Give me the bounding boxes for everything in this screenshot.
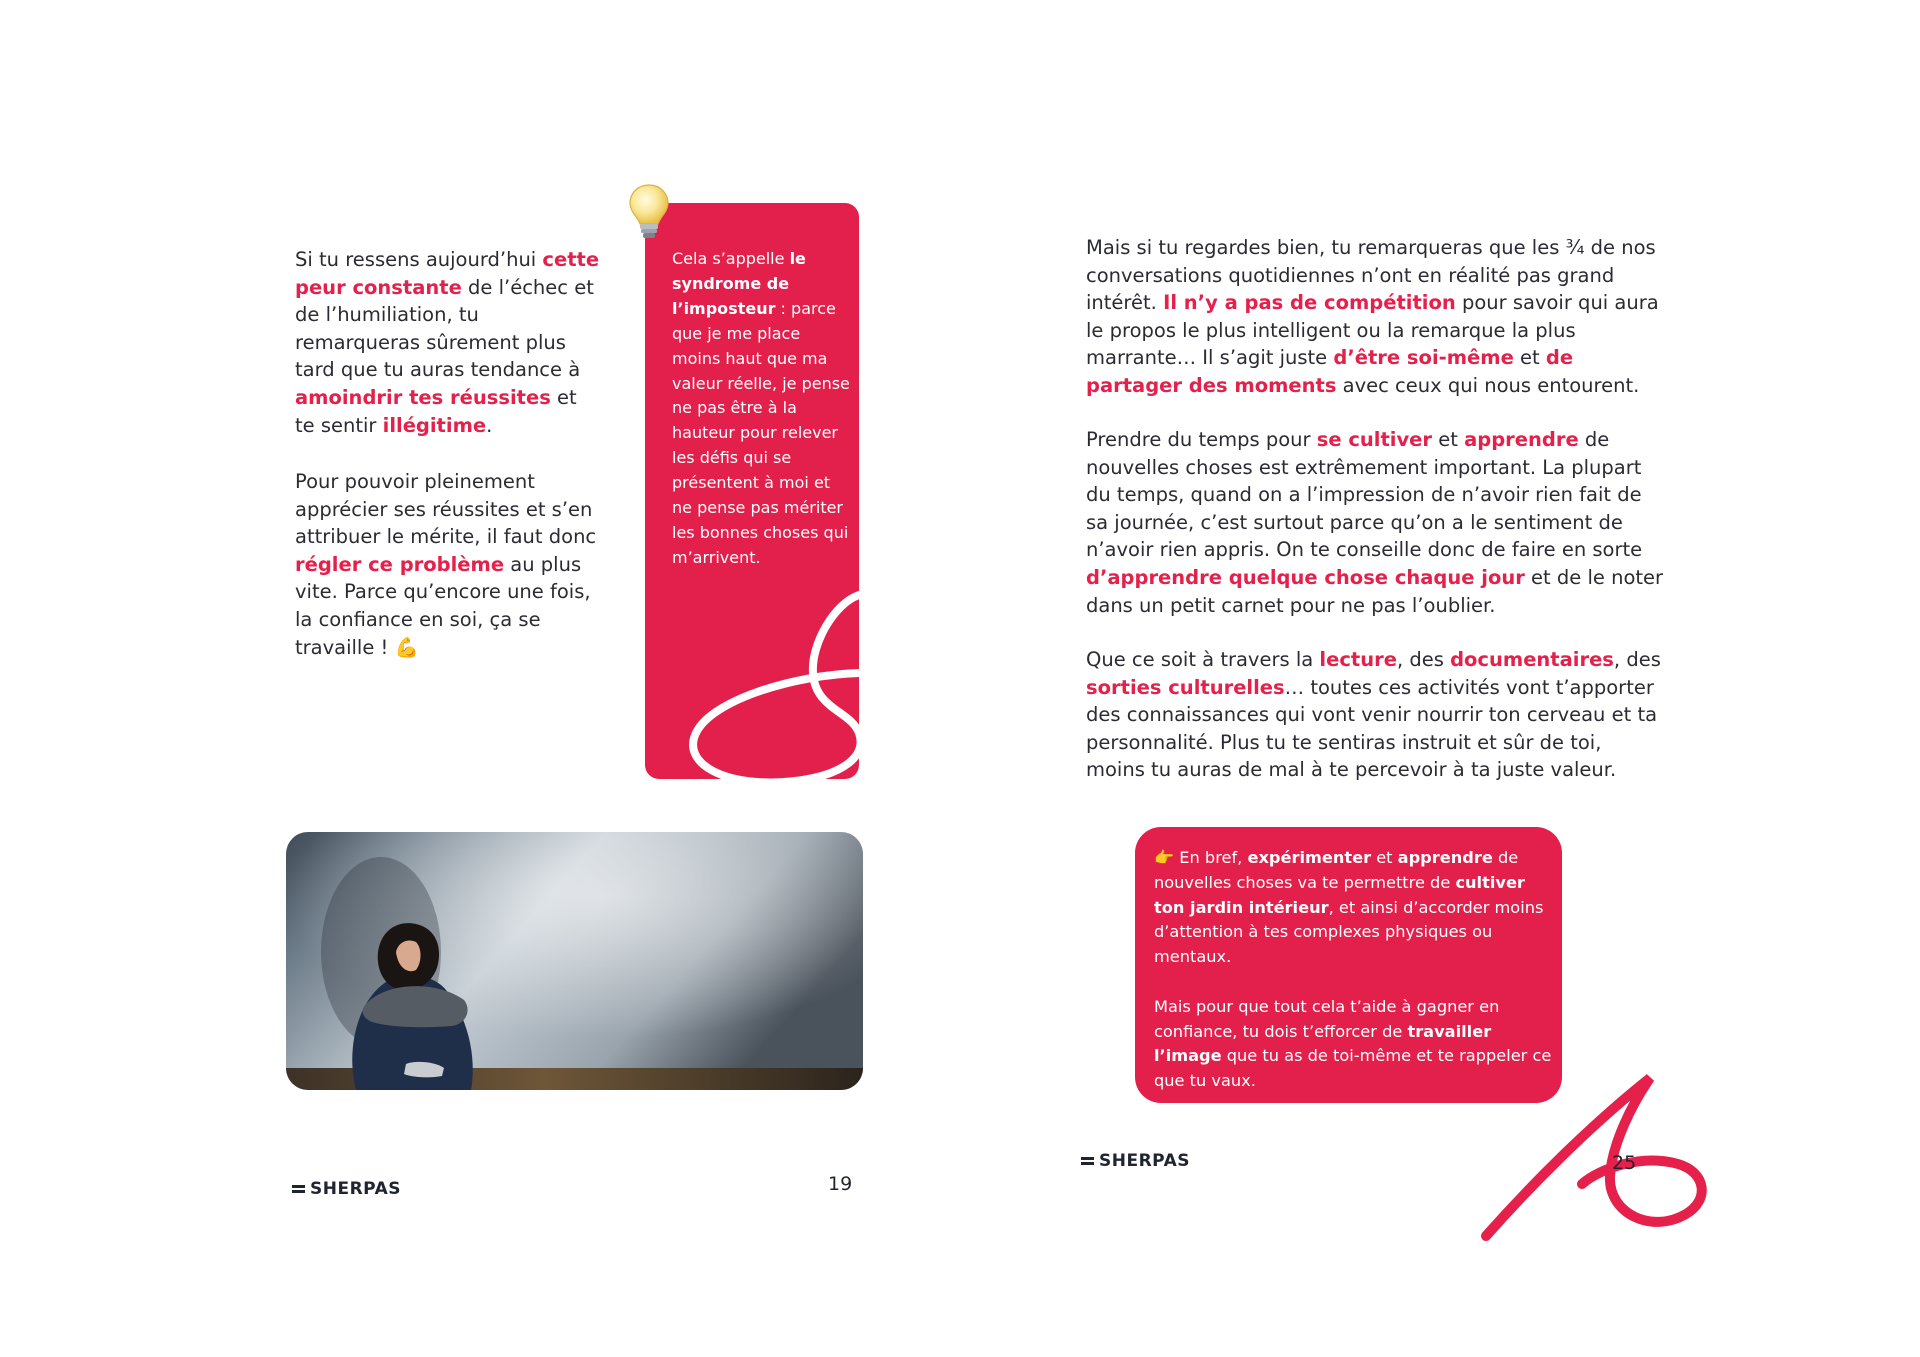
- pointing-hand-icon: 👉: [1154, 848, 1175, 867]
- swirl-decoration: [1472, 1064, 1712, 1244]
- conversation-paragraph: Mais si tu regardes bien, tu remarqueras que les ¾ de nos conversations quotidiennes n’ont en réalité pas grand intérêt. Il n’y a pas de compétition pour savoir qui aura le propos le plus intelligent ou la remarque la plus marrante… Il s’agit juste d’être soi-même et de partager des moments avec ceux qui nous entourent.: [1086, 236, 1659, 397]
- summary-text: 👉 En bref, expérimenter et apprendre de nouvelles choses va te permettre de cultiver ton jardin intérieur, et ainsi d’accorder moins d’attention à tes complexes physiques ou mentaux. Mais pour que tout cela t’aide à gagner en confiance, tu dois t’efforcer de travailler l’image que tu as de toi-même et te rappeler ce que tu vaux.: [1154, 848, 1552, 1091]
- page-number: 25: [1612, 1152, 1637, 1174]
- swirl-decoration: [645, 203, 859, 779]
- page-number: 19: [828, 1173, 853, 1195]
- sherpas-logo: SHERPAS: [1081, 1151, 1190, 1171]
- callout-text: Cela s’appelle le syndrome de l’imposteur : parce que je me place moins haut que ma valeur réelle, je pense ne pas être à la hauteur pour relever les défis qui se présentent à moi et ne pense pas mériter les bonnes choses qui m’arrivent.: [672, 249, 850, 567]
- sherpas-mark-icon: [292, 1183, 305, 1195]
- flexed-biceps-icon: 💪: [394, 635, 419, 659]
- imposter-syndrome-callout: [645, 203, 859, 779]
- advice-paragraph: Pour pouvoir pleinement apprécier ses réussites et s’en attribuer le mérite, il faut donc régler ce problème au plus vite. Parce qu’encore une fois, la confiance en soi, ça se travaille ! 💪: [295, 470, 597, 659]
- activities-paragraph: Que ce soit à travers la lecture, des documentaires, des sorties culturelles… toutes ces activités vont t’apporter des connaissances qui vont venir nourrir ton cerveau et ta personnalité. Plus tu te sentiras instruit et sûr de toi, moins tu auras de mal à te percevoir à ta juste valeur.: [1086, 648, 1661, 782]
- learning-paragraph: Prendre du temps pour se cultiver et apprendre de nouvelles choses est extrêmement important. La plupart du temps, quand on a l’impression de n’avoir rien fait de sa journée, c’est surtout parce qu’on a le sentiment de n’avoir rien appris. On te conseille donc de faire en sorte d’apprendre quelque chose chaque jour et de le noter dans un petit carnet pour ne pas l’oublier.: [1086, 428, 1664, 617]
- sherpas-logo: SHERPAS: [292, 1179, 401, 1199]
- sherpas-mark-icon: [1081, 1155, 1094, 1167]
- lightbulb-icon: [626, 182, 672, 244]
- intro-paragraph: Si tu ressens aujourd’hui cette peur constante de l’échec et de l’humiliation, tu remarqueras sûrement plus tard que tu auras tendance à amoindrir tes réussites et te sentir illégitime.: [295, 248, 600, 437]
- summary-callout: [1135, 827, 1562, 1103]
- sad-woman-photo: [286, 832, 863, 1090]
